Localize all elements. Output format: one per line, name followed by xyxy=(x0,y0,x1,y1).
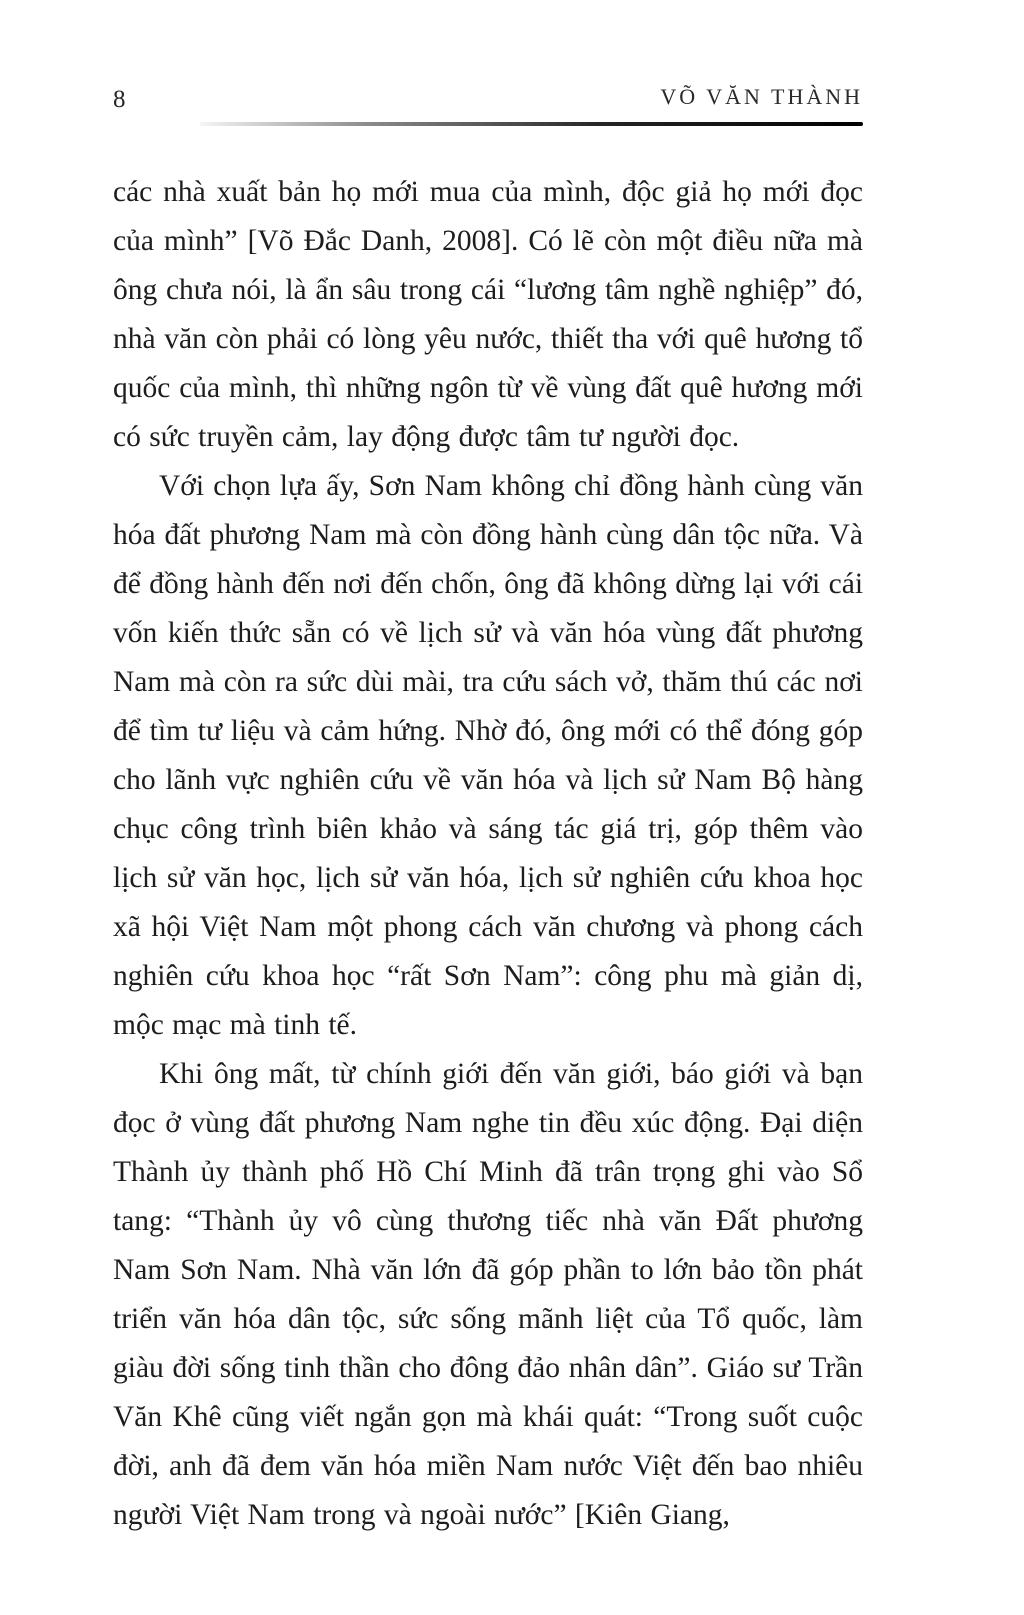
page-header xyxy=(113,82,863,118)
header-divider xyxy=(200,122,863,126)
body-text xyxy=(113,168,863,1540)
page-number: 8 xyxy=(113,86,126,113)
running-head: VÕ VĂN THÀNH xyxy=(660,84,863,109)
body-paragraph: Với chọn lựa ấy, Sơn Nam không chỉ đồng hành cùng văn hóa đất phương Nam mà còn đồng hành cùng dân tộc nữa. Và để đồng hành đến nơi đến chốn, ông đã không dừng lại với cái vốn kiến thức sẵn có về lịch sử và văn hóa vùng đất phương Nam mà còn ra sức dùi mài, tra cứu sách vở, thăm thú các nơi để tìm tư liệu và cảm hứng. Nhờ đó, ông mới có thể đóng góp cho lãnh vực nghiên cứu về văn hóa và lịch sử Nam Bộ hàng chục công trình biên khảo và sáng tác giá trị, góp thêm vào lịch sử văn học, lịch sử văn hóa, lịch sử nghiên cứu khoa học xã hội Việt Nam một phong cách văn chương và phong cách nghiên cứu khoa học “rất Sơn Nam”: công phu mà giản dị, mộc mạc mà tinh tế. xyxy=(113,470,864,1041)
body-paragraph: các nhà xuất bản họ mới mua của mình, độc giả họ mới đọc của mình” [Võ Đắc Danh, 2008]. Có lẽ còn một điều nữa mà ông chưa nói, là ẩn sâu trong cái “lương tâm nghề nghiệp” đó, nhà văn còn phải có lòng yêu nước, thiết tha với quê hương tổ quốc của mình, thì những ngôn từ về vùng đất quê hương mới có sức truyền cảm, lay động được tâm tư người đọc. xyxy=(113,176,863,453)
body-paragraph: Khi ông mất, từ chính giới đến văn giới, báo giới và bạn đọc ở vùng đất phương Nam nghe tin đều xúc động. Đại diện Thành ủy thành phố Hồ Chí Minh đã trân trọng ghi vào Sổ tang: “Thành ủy vô cùng thương tiếc nhà văn Đất phương Nam Sơn Nam. Nhà văn lớn đã góp phần to lớn bảo tồn phát triển văn hóa dân tộc, sức sống mãnh liệt của Tổ quốc, làm giàu đời sống tinh thần cho đông đảo nhân dân”. Giáo sư Trần Văn Khê cũng viết ngắn gọn mà khái quát: “Trong suốt cuộc đời, anh đã đem văn hóa miền Nam nước Việt đến bao nhiêu người Việt Nam trong và ngoài nước” [Kiên Giang, xyxy=(113,1058,863,1531)
